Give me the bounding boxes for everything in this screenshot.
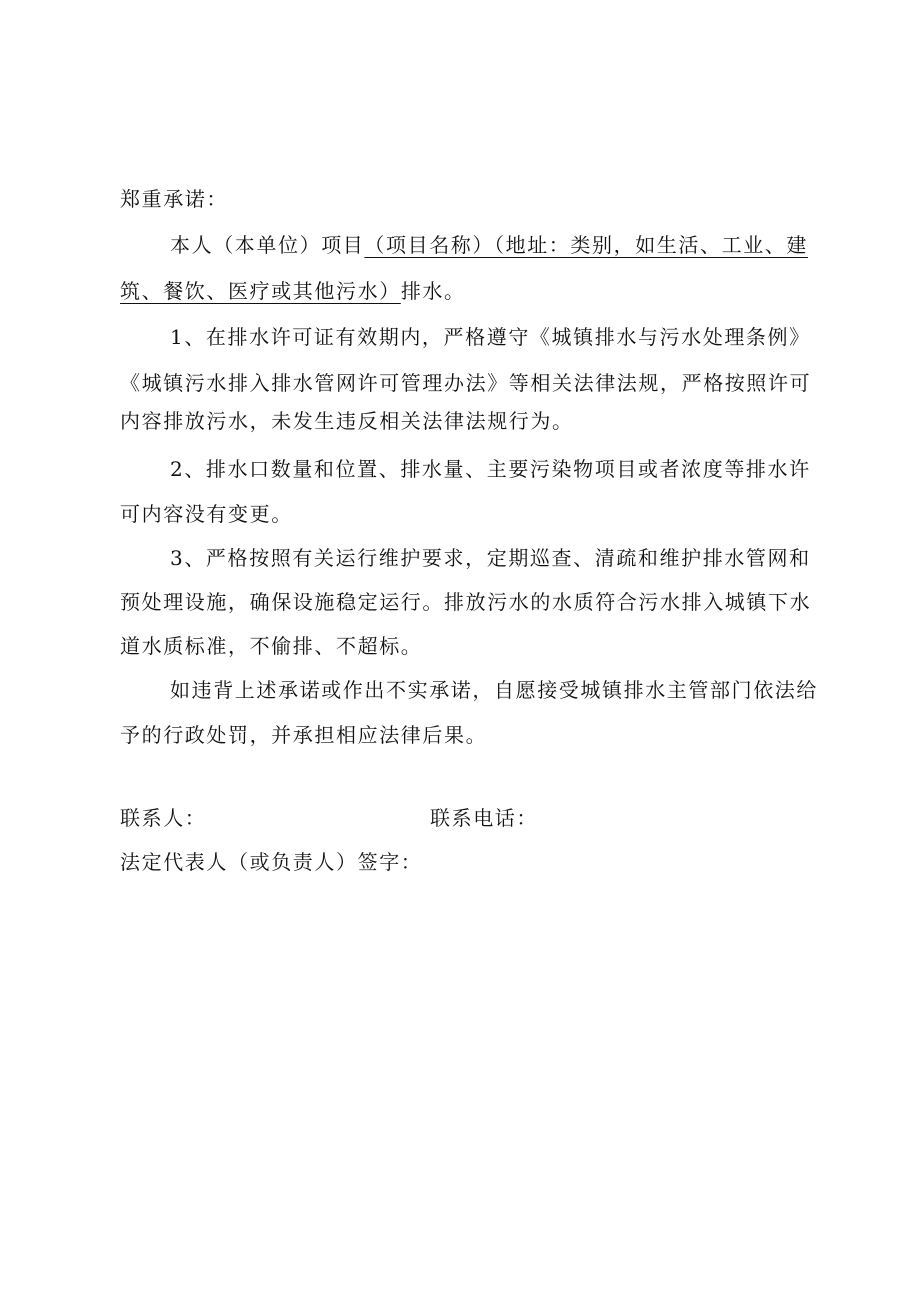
intro-suffix: 排水。 (400, 279, 466, 303)
item3-line1: 3、严格按照有关运行维护要求，定期巡查、清疏和维护排水管网和 (170, 546, 811, 570)
item1-line1: 1、在排水许可证有效期内，严格遵守《城镇排水与污水处理条例》 (170, 325, 811, 349)
item3-line3: 道水质标准，不偷排、不超标。 (120, 634, 423, 658)
item1-line2: 《城镇污水排入排水管网许可管理办法》等相关法律法规，严格按照许可 (120, 371, 812, 395)
project-description-underlined-cont: 筑、餐饮、医疗或其他污水） (120, 279, 401, 303)
intro-prefix: 本人（本单位）项目 (170, 233, 365, 257)
project-description-underlined: （项目名称）（地址：类别，如生活、工业、建 (364, 233, 809, 257)
signature-label: 法定代表人（或负责人）签字： (120, 850, 423, 874)
closing-line1: 如违背上述承诺或作出不实承诺，自愿接受城镇排水主管部门依法给 (170, 678, 818, 702)
closing-line2: 予的行政处罚，并承担相应法律后果。 (120, 723, 488, 747)
opening-text: 郑重承诺： (120, 187, 228, 211)
item3-line2: 预处理设施，确保设施稳定运行。排放污水的水质符合污水排入城镇下水 (120, 590, 812, 614)
contact-phone-label: 联系电话： (430, 806, 538, 830)
item1-line3: 内容排放污水，未发生违反相关法律法规行为。 (120, 409, 574, 433)
intro-paragraph-line1 (170, 231, 820, 259)
contact-person-label: 联系人： (120, 806, 207, 830)
item2-line2: 可内容没有变更。 (120, 502, 293, 526)
intro-paragraph-line2 (120, 277, 820, 305)
item2-line1: 2、排水口数量和位置、排水量、主要污染物项目或者浓度等排水许 (170, 457, 811, 481)
